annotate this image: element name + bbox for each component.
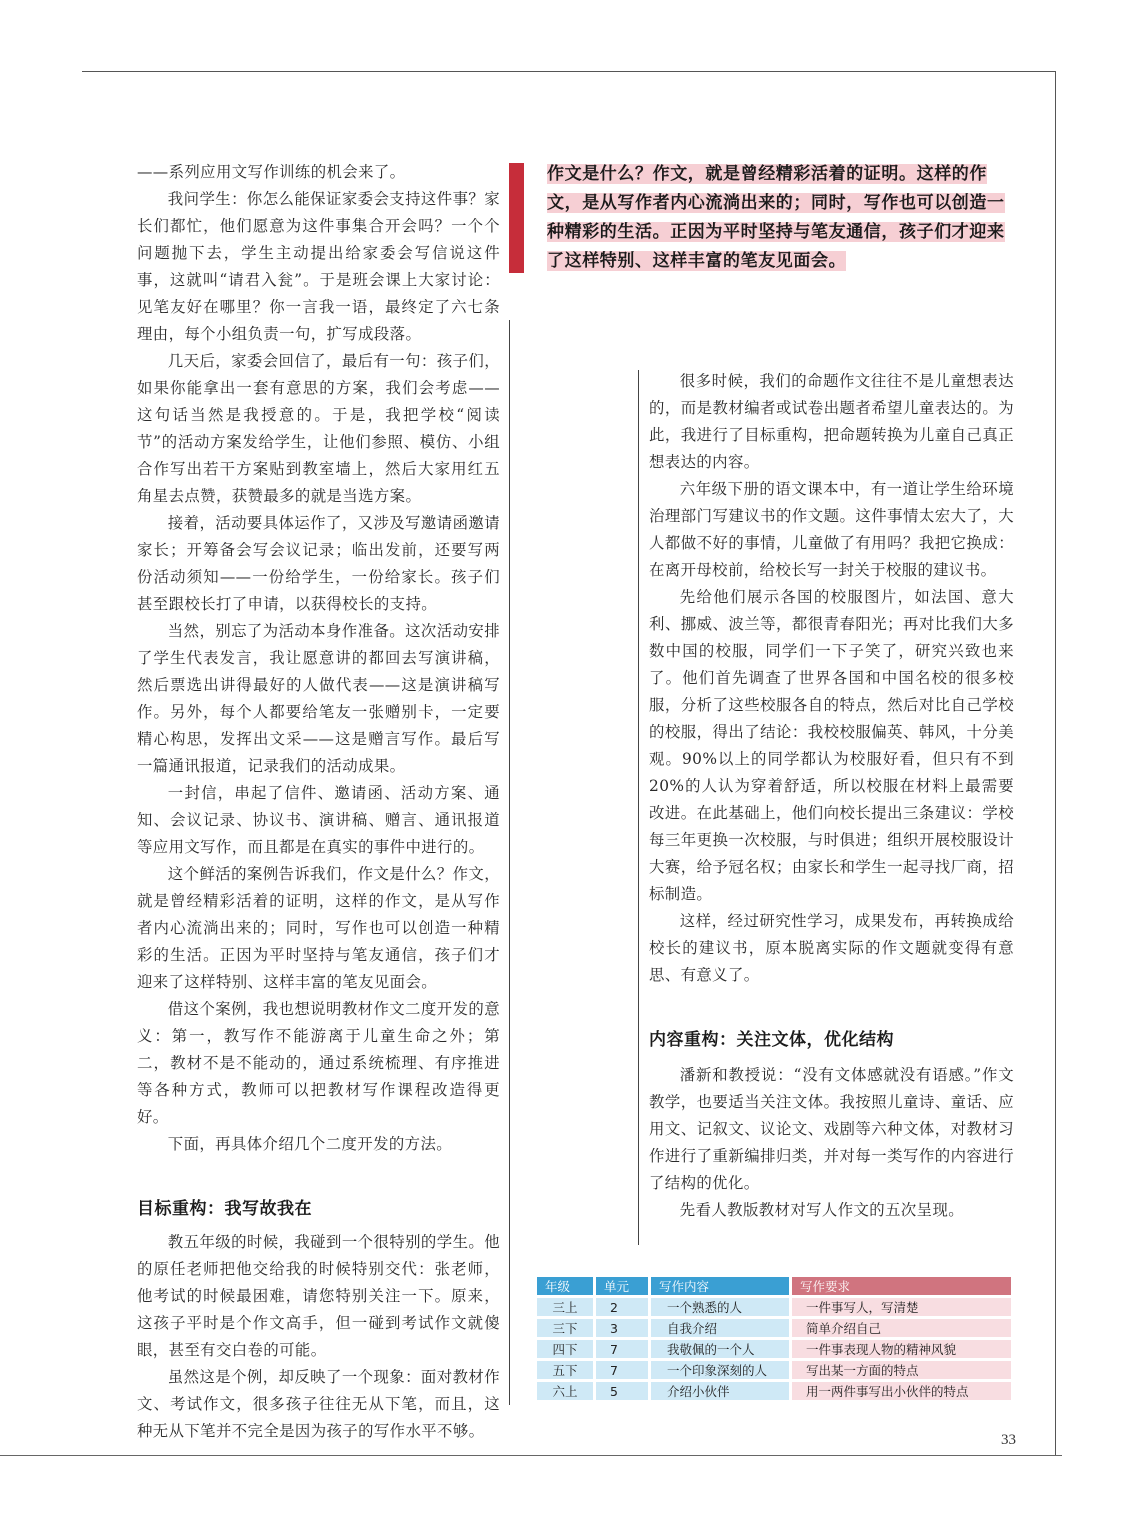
page-number: 33: [1001, 1432, 1016, 1448]
column-divider-right: [638, 370, 639, 1245]
cell-grade: 三下: [537, 1319, 593, 1337]
paragraph: 很多时候，我们的命题作文往往不是儿童想表达的，而是教材编者或试卷出题者希望儿童表达的。为此，我进行了目标重构，把命题转换为儿童自己真正想表达的内容。: [649, 372, 1014, 471]
cell-requirement: 一件事写人，写清楚: [792, 1298, 1011, 1316]
paragraph: 几天后，家委会回信了，最后有一句：孩子们，如果你能拿出一套有意思的方案，我们会考虑——这句话当然是我授意的。于是，我把学校“阅读节”的活动方案发给学生，让他们参照、模仿、小组合作写出若干方案贴到教室墙上，然后大家用红五角星去点赞，获赞最多的就是当选方案。: [137, 352, 500, 505]
paragraph: ——系列应用文写作训练的机会来了。: [137, 163, 406, 181]
header-grade: 年级: [537, 1277, 593, 1295]
paragraph: 借这个案例，我也想说明教材作文二度开发的意义：第一，教写作不能游离于儿童生命之外；第二，教材不是不能动的，通过系统梳理、有序推进等各种方式，教师可以把教材写作课程改造得更好。: [137, 1000, 500, 1126]
paragraph: 虽然这是个例，却反映了一个现象：面对教材作文、考试作文，很多孩子往往无从下笔，而且，这种无从下笔并不完全是因为孩子的写作水平不够。: [137, 1368, 500, 1440]
cell-content: 我敬佩的一个人: [651, 1340, 789, 1358]
table-header-row: [537, 1277, 1011, 1295]
table-row: [537, 1382, 1011, 1400]
column-divider-left: [509, 320, 510, 1405]
cell-requirement: 一件事表现人物的精神风貌: [792, 1340, 1011, 1358]
pull-quote-text: 作文是什么？作文，就是曾经精彩活着的证明。这样的作文，是从写作者内心流淌出来的；同时，写作也可以创造一种精彩的生活。正因为平时坚持与笔友通信，孩子们才迎来了这样特别、这样丰富的笔友见面会。: [547, 164, 1005, 271]
cell-grade: 三上: [537, 1298, 593, 1316]
cell-content: 介绍小伙伴: [651, 1382, 789, 1400]
paragraph: 接着，活动要具体运作了，又涉及写邀请函邀请家长；开筹备会写会议记录；临出发前，还要写两份活动须知——一份给学生，一份给家长。孩子们甚至跟校长打了申请，以获得校长的支持。: [137, 514, 500, 613]
cell-requirement: 用一两件事写出小伙伴的特点: [792, 1382, 1011, 1400]
header-requirement: 写作要求: [792, 1277, 1011, 1295]
section-title-content-reconstruction: 内容重构：关注文体，优化结构: [649, 1030, 894, 1050]
paragraph: 一封信，串起了信件、邀请函、活动方案、通知、会议记录、协议书、演讲稿、赠言、通讯报道等应用文写作，而且都是在真实的事件中进行的。: [137, 784, 500, 856]
writing-curriculum-table: [534, 1274, 1014, 1403]
right-margin-rule: [1055, 71, 1056, 1456]
cell-grade: 六上: [537, 1382, 593, 1400]
paragraph: 教五年级的时候，我碰到一个很特别的学生。他的原任老师把他交给我的时候特别交代：张老师，他考试的时候最困难，请您特别关注一下。原来，这孩子平时是个作文高手，但一碰到考试作文就傻眼，甚至有交白卷的可能。: [137, 1233, 500, 1359]
top-rule: [82, 71, 1056, 72]
paragraph: 下面，再具体介绍几个二度开发的方法。: [167, 1135, 453, 1153]
cell-content: 一个熟悉的人: [651, 1298, 789, 1316]
cell-requirement: 简单介绍自己: [792, 1319, 1011, 1337]
paragraph: 潘新和教授说：“没有文体感就没有语感。”作文教学，也要适当关注文体。我按照儿童诗、童话、应用文、记叙文、议论文、戏剧等六种文体，对教材习作进行了重新编排归类，并对每一类写作的内容进行了结构的优化。: [649, 1066, 1014, 1192]
paragraph: 先给他们展示各国的校服图片，如法国、意大利、挪威、波兰等，都很青春阳光；再对比我们大多数中国的校服，同学们一下子笑了，研究兴致也来了。他们首先调查了世界各国和中国名校的很多校服，分析了这些校服各自的特点，然后对比自己学校的校服，得出了结论：我校校服偏英、韩风，十分美观。90%以上的同学都认为校服好看，但只有不到20%的人认为穿着舒适，所以校服在材料上最需要改进。在此基础上，他们向校长提出三条建议：学校每三年更换一次校服，与时俱进；组织开展校服设计大赛，给予冠名权；由家长和学生一起寻找厂商，招标制造。: [649, 588, 1014, 903]
pull-quote: [547, 160, 1015, 276]
table-row: [537, 1298, 1011, 1316]
cell-grade: 五下: [537, 1361, 593, 1379]
left-column: [137, 159, 500, 1445]
paragraph: 先看人教版教材对写人作文的五次呈现。: [679, 1201, 965, 1219]
quote-accent-bar: [509, 163, 524, 273]
paragraph: 六年级下册的语文课本中，有一道让学生给环境治理部门写建议书的作文题。这件事情太宏大了，大人都做不好的事情，儿童做了有用吗？我把它换成：在离开母校前，给校长写一封关于校服的建议书。: [649, 480, 1014, 579]
header-content: 写作内容: [651, 1277, 789, 1295]
paragraph: 我问学生：你怎么能保证家委会支持这件事？家长们都忙，他们愿意为这件事集合开会吗？一个个问题抛下去，学生主动提出给家委会写信说这件事，这就叫“请君入瓮”。于是班会课上大家讨论：见笔友好在哪里？你一言我一语，最终定了六七条理由，每个小组负责一句，扩写成段落。: [137, 190, 500, 343]
paragraph: 当然，别忘了为活动本身作准备。这次活动安排了学生代表发言，我让愿意讲的都回去写演讲稿，然后票选出讲得最好的人做代表——这是演讲稿写作。另外，每个人都要给笔友一张赠别卡，一定要精心构思，发挥出文采——这是赠言写作。最后写一篇通讯报道，记录我们的活动成果。: [137, 622, 500, 775]
cell-unit: 3: [596, 1319, 648, 1337]
cell-unit: 5: [596, 1382, 648, 1400]
cell-unit: 2: [596, 1298, 648, 1316]
table-row: [537, 1361, 1011, 1379]
bottom-rule: [0, 1455, 1062, 1456]
paragraph: 这样，经过研究性学习，成果发布，再转换成给校长的建议书，原本脱离实际的作文题就变得有意思、有意义了。: [649, 912, 1014, 984]
cell-unit: 7: [596, 1361, 648, 1379]
table-row: [537, 1319, 1011, 1337]
cell-unit: 7: [596, 1340, 648, 1358]
right-column: [649, 368, 1014, 1224]
paragraph: 这个鲜活的案例告诉我们，作文是什么？作文，就是曾经精彩活着的证明，这样的作文，是从写作者内心流淌出来的；同时，写作也可以创造一种精彩的生活。正因为平时坚持与笔友通信，孩子们才迎来了这样特别、这样丰富的笔友见面会。: [137, 865, 500, 991]
table-row: [537, 1340, 1011, 1358]
cell-grade: 四下: [537, 1340, 593, 1358]
section-title-goal-reconstruction: 目标重构：我写故我在: [137, 1199, 312, 1219]
cell-content: 自我介绍: [651, 1319, 789, 1337]
cell-content: 一个印象深刻的人: [651, 1361, 789, 1379]
cell-requirement: 写出某一方面的特点: [792, 1361, 1011, 1379]
header-unit: 单元: [596, 1277, 648, 1295]
